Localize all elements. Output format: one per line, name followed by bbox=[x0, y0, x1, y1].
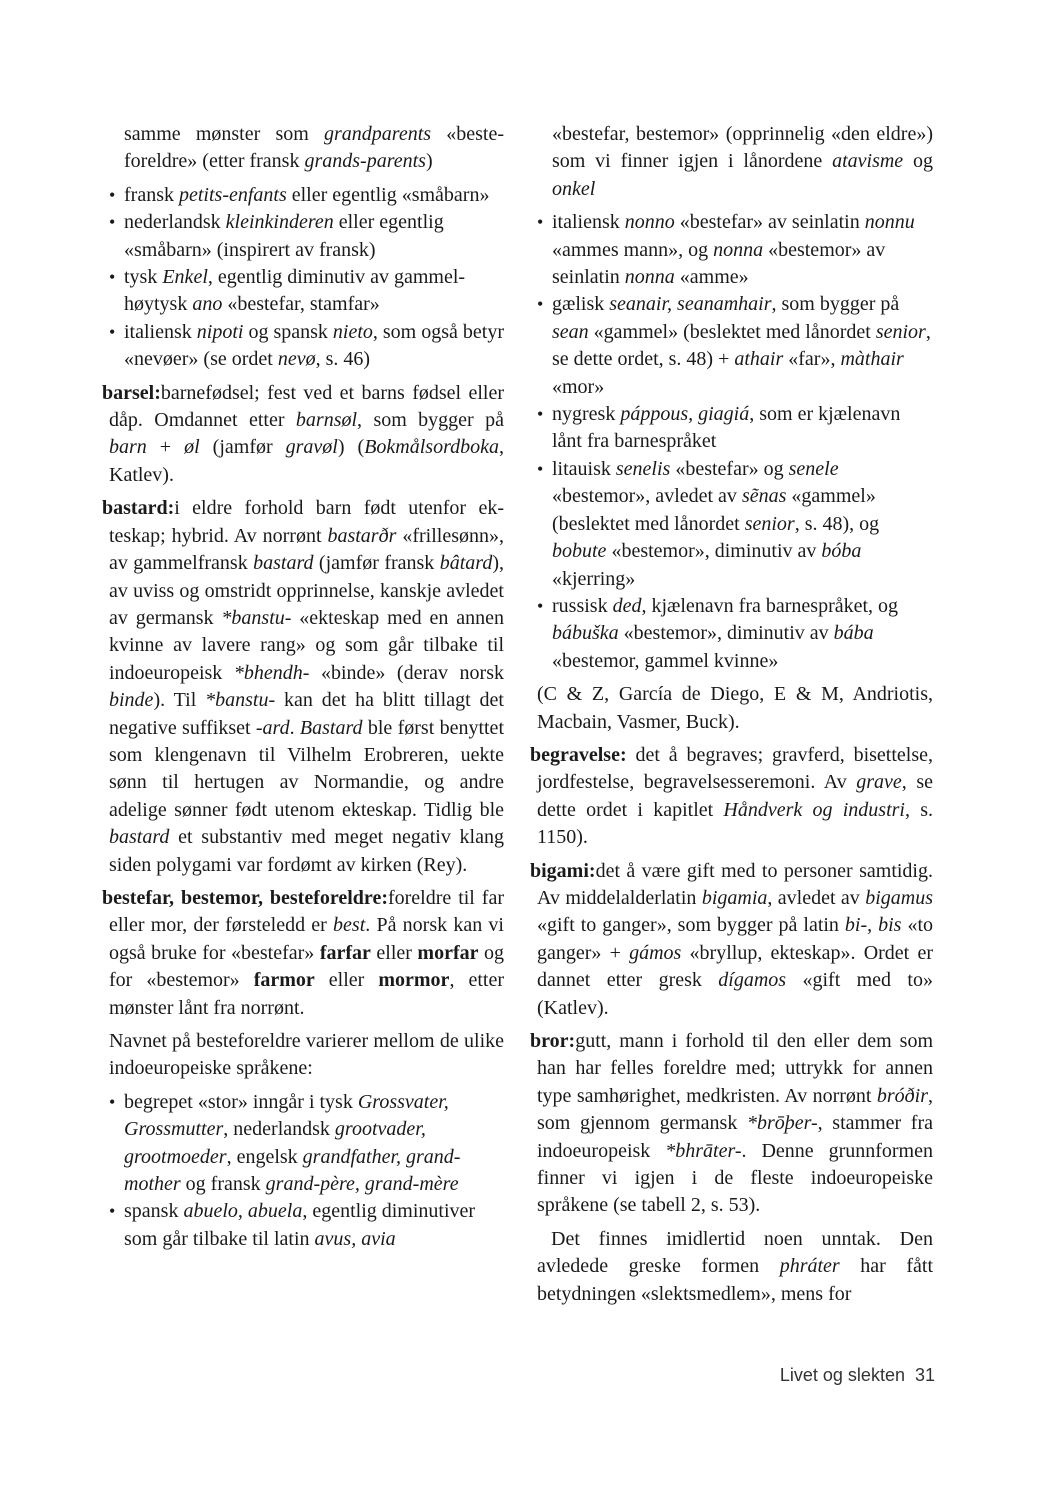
entry-barsel bbox=[102, 380, 504, 490]
list-item: • nygresk páppous, giagiá, som er kjælenavn lånt fra barnespråket bbox=[530, 401, 933, 456]
entry-bastard bbox=[102, 495, 504, 879]
list-item: • italiensk nonno «bestefar» av seinlatin nonnu «ammes mann», og nonna «bestemor» av seinlatin nonna «amme» bbox=[530, 209, 933, 291]
continuation-paragraph: samme mønster som grandparents «besteforeldre» (etter fransk grands-parents) bbox=[124, 123, 504, 173]
entry-barsel-text: barnefødsel; fest ved et barns fødsel eller dåp. Omdannet etter barnsøl, som bygger på barn + øl (jamfør gravøl) (Bokmålsordboka, Katlev). bbox=[109, 381, 504, 486]
list-item: • spansk abuelo, abuela, egentlig diminutiver som går tilbake til latin avus, avia bbox=[102, 1198, 504, 1253]
list-item: • russisk ded, kjælenavn fra barnespråket, og bábuška «bestemor», diminutiv av bába «bestemor, gammel kvinne» bbox=[530, 593, 933, 675]
entry-bror bbox=[530, 1028, 933, 1220]
entry-begravelse bbox=[530, 742, 933, 852]
list-item: • fransk petits-enfants eller egentlig «småbarn» bbox=[102, 182, 504, 209]
bullet-list-languages bbox=[530, 209, 933, 675]
headword-bigami: bigami: bbox=[530, 859, 596, 882]
list-item: • tysk Enkel, egentlig diminutiv av gammelhøytysk ano «bestefar, stamfar» bbox=[102, 264, 504, 319]
list-item: • gælisk seanair, seanamhair, som bygger på sean «gammel» (beslektet med lånordet senior, se dette ordet, s. 48) + athair «far», màthair «mor» bbox=[530, 291, 933, 401]
headword-bastard: bastard: bbox=[102, 497, 175, 520]
list-item: • litauisk senelis «bestefar» og senele «bestemor», avledet av sẽnas «gammel» (beslektet med lånordet senior, s. 48), og bobute «bestemor», diminutiv av bóba «kjerring» bbox=[530, 456, 933, 593]
continuation-paragraph-right: «bestefar, bestemor» (opprinnelig «den eldre») som vi finner igjen i lånordene atavisme og onkel bbox=[552, 123, 934, 200]
section-title: Livet og slekten bbox=[779, 1365, 905, 1385]
list-item: • italiensk nipoti og spansk nieto, som også betyr «nevøer» (se ordet nevø, s. 46) bbox=[102, 319, 504, 374]
entry-begravelse-text: det å begraves; gravferd, bisettelse, jordfestelse, begravelsesseremoni. Av grave, se dette ordet i kapitlet Håndverk og industri, s. 1150). bbox=[537, 743, 933, 849]
paragraph-navnet: Navnet på besteforeldre varierer mellom de ulike indoeuropeiske språkene: bbox=[109, 1030, 504, 1080]
entry-bigami-text: det å være gift med to personer samtidig. Av middelalderlatin bigamia, avledet av bigamus «gift to ganger», som bygger på latin bi-, bis «to ganger» + gámos «bryllup, ekteskap». Ordet er dannet etter gresk dígamos «gift med to» (Katlev). bbox=[537, 859, 934, 1019]
headword-begravelse: begravelse: bbox=[530, 743, 627, 766]
bullet-list-grandchildren bbox=[102, 182, 504, 374]
sources-paragraph: (C & Z, García de Diego, E & M, Andriotis, Macbain, Vasmer, Buck). bbox=[537, 683, 933, 733]
headword-barsel: barsel: bbox=[102, 381, 161, 404]
page-number: 31 bbox=[914, 1365, 935, 1385]
paragraph-det-finnes: Det finnes imidlertid noen unntak. Den avledede greske formen phráter har fått betydningen «slektsmedlem», mens for bbox=[537, 1227, 934, 1305]
entry-bestefar bbox=[102, 885, 504, 1022]
entry-bestefar-text: foreldre til far eller mor, der førsteledd er best. På norsk kan vi også bruke for «bestefar» farfar eller morfar og for «bestemor» farmor eller mormor, etter mønster lånt fra norrønt. bbox=[109, 886, 504, 1019]
headword-bestefar: bestefar, bestemor, besteforeldre: bbox=[102, 886, 388, 909]
list-item: • nederlandsk kleinkinderen eller egentlig «småbarn» (inspirert av fransk) bbox=[102, 209, 504, 264]
bullet-list-grandparents bbox=[102, 1089, 504, 1253]
right-column bbox=[530, 121, 933, 1314]
entry-bastard-text: i eldre forhold barn født utenfor ekteskap; hybrid. Av norrønt bastarðr «frillesønn», av gammelfransk bastard (jamfør fransk bâtard), av uviss og omstridt opprinnelse, kanskje avledet av germansk *banstu- «ekteskap med en annen kvinne av lavere rang» og som går tilbake til indoeuropeisk *bhendh- «binde» (derav norsk binde). Til *banstu- kan det ha blitt tillagt det negative suffikset -ard. Bastard ble først benyttet som klengenavn til Vilhelm Erobreren, uekte sønn til hertugen av Normandie, og andre adelige sønner født utenom ekteskap. Tidlig ble bastard et substantiv med meget negativ klang siden polygami var fordømt av kirken (Rey). bbox=[109, 497, 505, 876]
list-item: • begrepet «stor» inngår i tysk Grossvater, Grossmutter, nederlandsk grootvader, grootmoeder, engelsk grandfather, grandmother og fransk grand-père, grand-mère bbox=[102, 1089, 504, 1199]
left-column bbox=[102, 121, 504, 1259]
entry-bigami bbox=[530, 858, 933, 1022]
entry-bror-text: gutt, mann i forhold til den eller dem som han har felles foreldre med; uttrykk for annen type samhørighet, medkristen. Av norrønt bróðir, som gjennom germansk *brōþer-, stammer fra indoeuropeisk *bhrāter-. Denne grunnformen finner vi igjen i de fleste indoeuropeiske språkene (se tabell 2, s. 53). bbox=[537, 1030, 933, 1217]
page-footer bbox=[720, 1362, 935, 1389]
headword-bror: bror: bbox=[530, 1030, 576, 1052]
